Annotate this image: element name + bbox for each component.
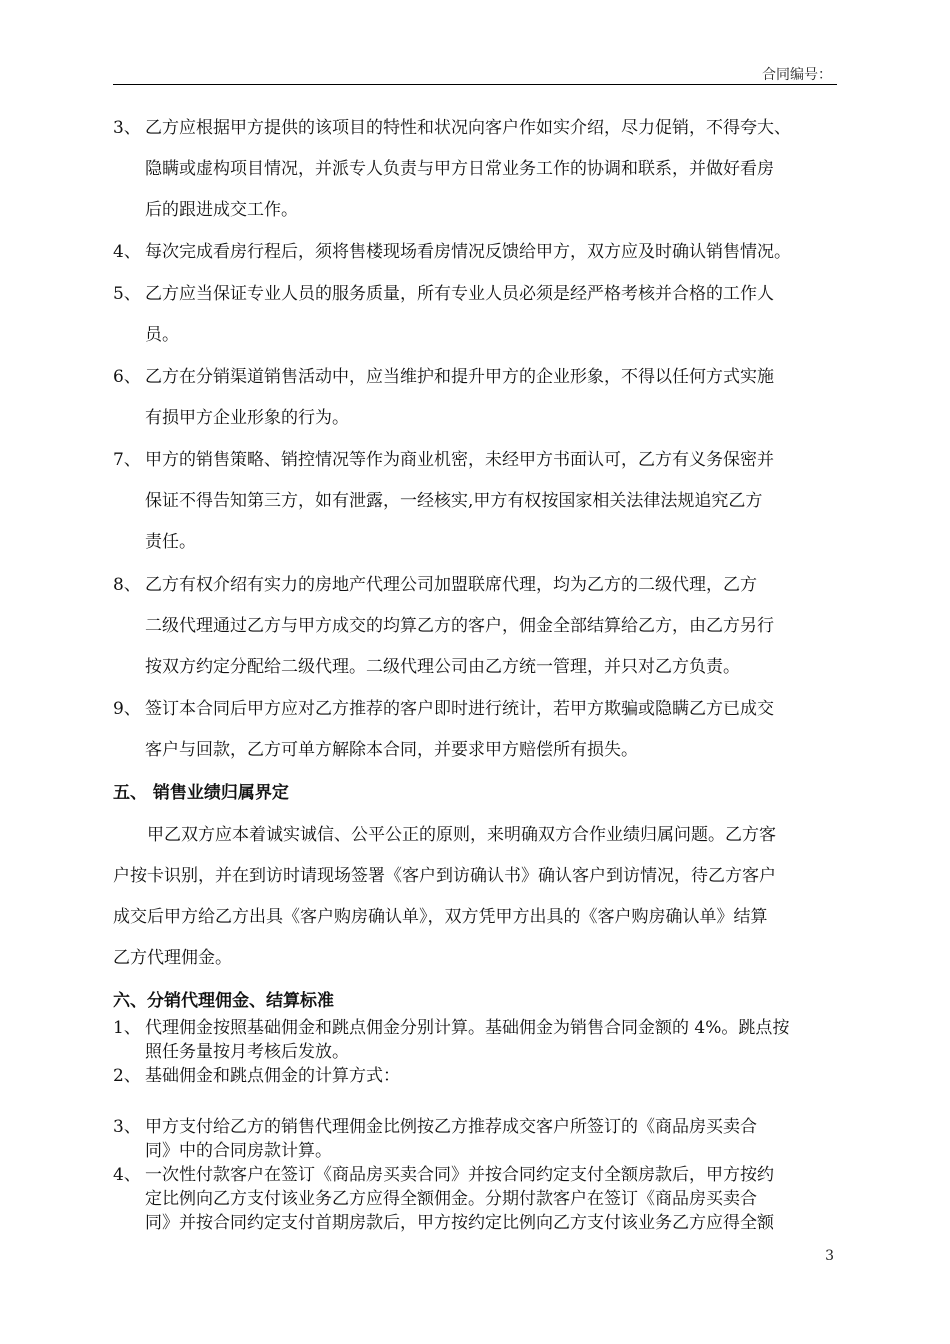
header-divider [113, 84, 837, 85]
section-5-heading: 五、 销售业绩归属界定 [113, 783, 289, 803]
clause-line: 甲方的销售策略、销控情况等作为商业机密，未经甲方书面认可，乙方有义务保密并 [145, 450, 774, 470]
section-5-paragraph-line: 户按卡识别，并在到访时请现场签署《客户到访确认书》确认客户到访情况，待乙方客户 [113, 866, 776, 886]
clause-line: 责任。 [145, 532, 196, 552]
clause-line: 乙方有权介绍有实力的房地产代理公司加盟联席代理，均为乙方的二级代理，乙方 [145, 575, 757, 595]
clause-line: 客户与回款，乙方可单方解除本合同，并要求甲方赔偿所有损失。 [145, 740, 638, 760]
clause-number: 6、 [113, 367, 141, 387]
clause-line: 乙方应当保证专业人员的服务质量，所有专业人员必须是经严格考核并合格的工作人 [145, 284, 774, 304]
clause-line: 隐瞒或虚构项目情况，并派专人负责与甲方日常业务工作的协调和联系，并做好看房 [145, 159, 774, 179]
clause-line: 照任务量按月考核后发放。 [145, 1042, 349, 1062]
clause-number: 3、 [113, 1117, 141, 1137]
clause-line: 基础佣金和跳点佣金的计算方式： [145, 1066, 400, 1086]
section-6-heading: 六、分销代理佣金、结算标准 [113, 991, 334, 1011]
section-5-paragraph-line: 成交后甲方给乙方出具《客户购房确认单》，双方凭甲方出具的《客户购房确认单》结算 [113, 907, 768, 927]
clause-line: 乙方在分销渠道销售活动中，应当维护和提升甲方的企业形象，不得以任何方式实施 [145, 367, 774, 387]
section-5-paragraph-line: 甲乙双方应本着诚实诚信、公平公正的原则，来明确双方合作业绩归属问题。乙方客 [147, 825, 776, 845]
clause-line: 定比例向乙方支付该业务乙方应得全额佣金。分期付款客户在签订《商品房买卖合 [145, 1189, 757, 1209]
clause-number: 1、 [113, 1018, 141, 1038]
clause-line: 乙方应根据甲方提供的该项目的特性和状况向客户作如实介绍，尽力促销，不得夸大、 [145, 118, 791, 138]
clause-number: 8、 [113, 575, 141, 595]
page-number: 3 [825, 1248, 834, 1264]
clause-line: 同》并按合同约定支付首期房款后，甲方按约定比例向乙方支付该业务乙方应得全额 [145, 1213, 774, 1233]
clause-line: 员。 [145, 325, 179, 345]
clause-number: 4、 [113, 242, 141, 262]
clause-number: 4、 [113, 1165, 141, 1185]
clause-line: 同》中的合同房款计算。 [145, 1141, 332, 1161]
clause-line: 二级代理通过乙方与甲方成交的均算乙方的客户，佣金全部结算给乙方，由乙方另行 [145, 616, 774, 636]
clause-number: 5、 [113, 284, 141, 304]
clause-line: 按双方约定分配给二级代理。二级代理公司由乙方统一管理，并只对乙方负责。 [145, 657, 740, 677]
clause-line: 有损甲方企业形象的行为。 [145, 408, 349, 428]
clause-number: 2、 [113, 1066, 141, 1086]
clause-line: 保证不得告知第三方，如有泄露，一经核实,甲方有权按国家相关法律法规追究乙方 [145, 491, 763, 511]
clause-number: 3、 [113, 118, 141, 138]
section-5-paragraph-line: 乙方代理佣金。 [113, 948, 232, 968]
clause-line: 代理佣金按照基础佣金和跳点佣金分别计算。基础佣金为销售合同金额的 4%。跳点按 [145, 1018, 790, 1038]
clause-line: 每次完成看房行程后，须将售楼现场看房情况反馈给甲方，双方应及时确认销售情况。 [145, 242, 791, 262]
clause-line: 一次性付款客户在签订《商品房买卖合同》并按合同约定支付全额房款后，甲方按约 [145, 1165, 774, 1185]
clause-line: 甲方支付给乙方的销售代理佣金比例按乙方推荐成交客户所签订的《商品房买卖合 [145, 1117, 757, 1137]
contract-number-label: 合同编号： [762, 67, 832, 83]
clause-line: 签订本合同后甲方应对乙方推荐的客户即时进行统计，若甲方欺骗或隐瞒乙方已成交 [145, 699, 774, 719]
clause-number: 9、 [113, 699, 141, 719]
clause-number: 7、 [113, 450, 141, 470]
clause-line: 后的跟进成交工作。 [145, 200, 298, 220]
